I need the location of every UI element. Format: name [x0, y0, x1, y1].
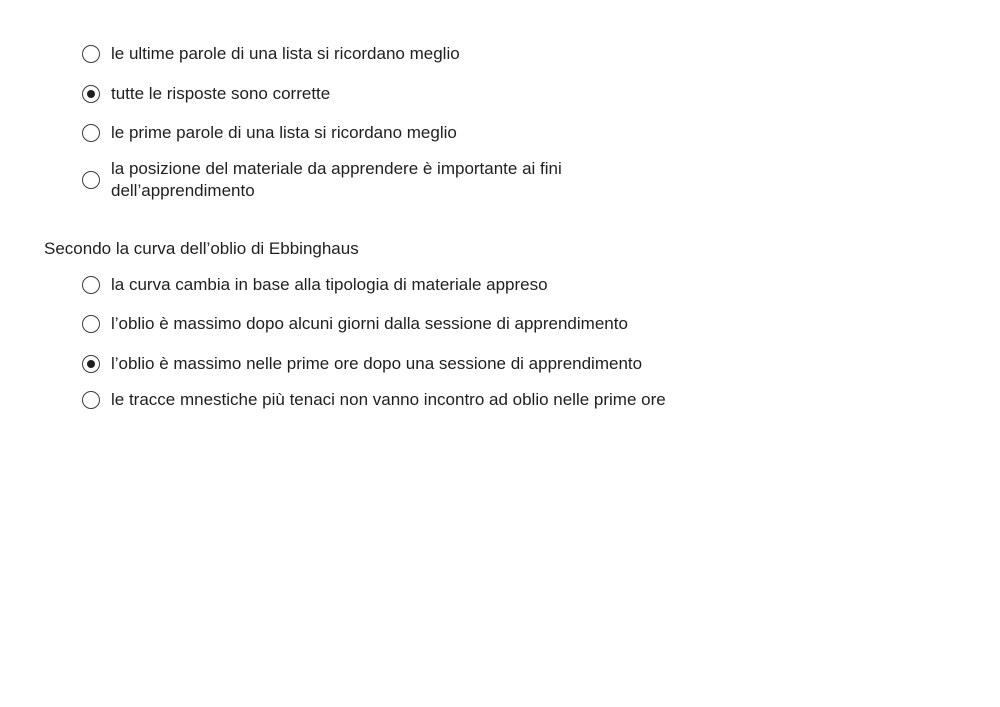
- option-label: le ultime parole di una lista si ricordano meglio: [111, 44, 460, 63]
- option-label: le tracce mnestiche più tenaci non vanno incontro ad oblio nelle prime ore: [111, 390, 666, 409]
- option-label: tutte le risposte sono corrette: [111, 84, 331, 103]
- radio-button-icon[interactable]: [82, 391, 100, 409]
- radio-button-icon[interactable]: [82, 85, 100, 103]
- radio-button-icon[interactable]: [82, 276, 100, 294]
- option-label: l’oblio è massimo nelle prime ore dopo una sessione di apprendimento: [111, 354, 643, 373]
- radio-button-icon[interactable]: [82, 124, 100, 142]
- radio-button-icon[interactable]: [82, 45, 100, 63]
- q1-option-2[interactable]: [82, 83, 722, 105]
- q1-option-4[interactable]: [82, 158, 722, 202]
- question-title: Secondo la curva dell’oblio di Ebbinghaus: [44, 239, 359, 258]
- radio-button-icon[interactable]: [82, 171, 100, 189]
- radio-button-icon[interactable]: [82, 355, 100, 373]
- q1-option-3[interactable]: [82, 122, 722, 144]
- option-label: l’oblio è massimo dopo alcuni giorni dalla sessione di apprendimento: [111, 314, 628, 333]
- q2-option-4[interactable]: [82, 389, 722, 411]
- option-label: la curva cambia in base alla tipologia di materiale appreso: [111, 275, 548, 294]
- q2-option-1[interactable]: [82, 274, 722, 296]
- option-label: la posizione del materiale da apprendere è importante ai fini dell’apprendimento: [111, 159, 562, 200]
- q2-option-2[interactable]: [82, 313, 722, 335]
- q2-option-3[interactable]: [82, 353, 722, 375]
- q1-option-1[interactable]: [82, 43, 722, 65]
- option-label: le prime parole di una lista si ricordano meglio: [111, 123, 457, 142]
- radio-button-icon[interactable]: [82, 315, 100, 333]
